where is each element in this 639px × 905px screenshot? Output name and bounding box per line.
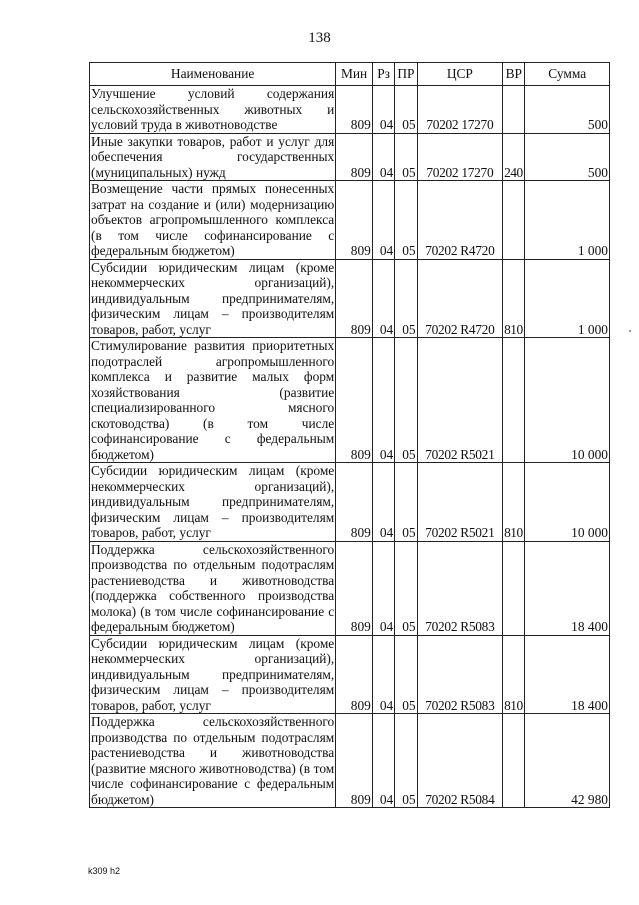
row-pr: 05 [395, 338, 417, 463]
row-pr: 05 [395, 714, 417, 808]
row-csr: 70202 R4720 [417, 259, 502, 338]
row-name: Субсидии юридическим лицам (кроме некоммерческих организаций), индивидуальным предпринимателям, физическим лицам – производителям товаров, работ, услуг [91, 463, 335, 540]
row-sum: 18 400 [525, 635, 610, 714]
row-min: 809 [336, 541, 373, 635]
row-min: 809 [336, 181, 373, 260]
row-rz: 04 [372, 463, 394, 542]
row-sum: 10 000 [525, 463, 610, 542]
row-sum: 10 000 [525, 338, 610, 463]
row-rz: 04 [372, 338, 394, 463]
row-pr: 05 [395, 463, 417, 542]
row-csr: 70202 R5083 [417, 635, 502, 714]
table-row [90, 133, 610, 181]
row-rz: 04 [372, 181, 394, 260]
table-header-row [90, 63, 610, 86]
table-row [90, 338, 610, 463]
row-min: 809 [336, 338, 373, 463]
row-csr: 70202 R5083 [417, 541, 502, 635]
row-pr: 05 [395, 86, 417, 134]
row-rz: 04 [372, 133, 394, 181]
row-sum: 1 000 [525, 259, 610, 338]
row-rz: 04 [372, 86, 394, 134]
row-pr: 05 [395, 541, 417, 635]
row-rz: 04 [372, 714, 394, 808]
column-header-name: Наименование [90, 63, 336, 86]
row-vr: 810 [503, 635, 525, 714]
scan-speck [629, 330, 631, 332]
row-sum: 42 980 [525, 714, 610, 808]
table-row [90, 714, 610, 808]
column-header-sum: Сумма [525, 63, 610, 86]
row-name: Стимулирование развития приоритетных подотраслей агропромышленного комплекса и развитие малых форм хозяйствования (развитие специализированного мясного скотоводства) (в том числе софинансирование с федеральным бюджетом) [91, 338, 335, 462]
row-csr: 70202 R5021 [417, 338, 502, 463]
row-csr: 70202 17270 [417, 86, 502, 134]
row-name: Субсидии юридическим лицам (кроме некоммерческих организаций), индивидуальным предпринимателям, физическим лицам – производителям товаров, работ, услуг [91, 259, 335, 337]
row-vr [503, 338, 525, 463]
row-min: 809 [336, 635, 373, 714]
row-csr: 70202 R5084 [417, 714, 502, 808]
row-min: 809 [336, 714, 373, 808]
row-pr: 05 [395, 635, 417, 714]
column-header-vr: ВР [503, 63, 525, 86]
row-vr [503, 86, 525, 134]
table-row [90, 181, 610, 260]
row-sum: 500 [525, 133, 610, 181]
table-row [90, 86, 610, 134]
row-sum: 1 000 [525, 181, 610, 260]
row-vr: 810 [503, 463, 525, 542]
row-pr: 05 [395, 181, 417, 260]
row-name: Возмещение части прямых понесенных затрат на создание и (или) модернизацию объектов агропромышленного комплекса (в том числе софинансирование с федеральным бюджетом) [91, 181, 335, 258]
row-csr: 70202 R5021 [417, 463, 502, 542]
row-csr: 70202 R4720 [417, 181, 502, 260]
column-header-csr: ЦСР [417, 63, 502, 86]
row-rz: 04 [372, 259, 394, 338]
row-vr: 240 [503, 133, 525, 181]
row-rz: 04 [372, 541, 394, 635]
row-vr [503, 714, 525, 808]
table-row [90, 259, 610, 338]
row-pr: 05 [395, 259, 417, 338]
row-name: Поддержка сельскохозяйственного производства по отдельным подотраслям растениеводства и животноводства (развитие мясного животноводства) (в том числе софинансирование с федеральным бюджетом) [91, 714, 335, 807]
row-sum: 18 400 [525, 541, 610, 635]
column-header-pr: ПР [395, 63, 417, 86]
table-row [90, 635, 610, 714]
footer-code: k309 h2 [88, 866, 121, 876]
row-csr: 70202 17270 [417, 133, 502, 181]
row-min: 809 [336, 86, 373, 134]
budget-table [89, 62, 610, 808]
row-min: 809 [336, 259, 373, 338]
row-vr: 810 [503, 259, 525, 338]
row-vr [503, 181, 525, 260]
table-row [90, 463, 610, 542]
table-row [90, 541, 610, 635]
row-sum: 500 [525, 86, 610, 134]
column-header-min: Мин [336, 63, 373, 86]
row-name: Субсидии юридическим лицам (кроме некоммерческих организаций), индивидуальным предпринимателям, физическим лицам – производителям товаров, работ, услуг [91, 635, 335, 713]
row-name: Поддержка сельскохозяйственного производства по отдельным подотраслям растениеводства и животноводства (поддержка собственного производства молока) (в том числе софинансирование с федеральным бюджетом) [91, 541, 335, 634]
row-min: 809 [336, 463, 373, 542]
row-name: Улучшение условий содержания сельскохозяйственных животных и условий труда в животноводстве [91, 86, 335, 132]
row-vr [503, 541, 525, 635]
row-pr: 05 [395, 133, 417, 181]
row-min: 809 [336, 133, 373, 181]
page-number: 138 [308, 30, 331, 46]
column-header-rz: Рз [372, 63, 394, 86]
row-name: Иные закупки товаров, работ и услуг для обеспечения государственных (муниципальных) нужд [91, 133, 335, 180]
row-rz: 04 [372, 635, 394, 714]
